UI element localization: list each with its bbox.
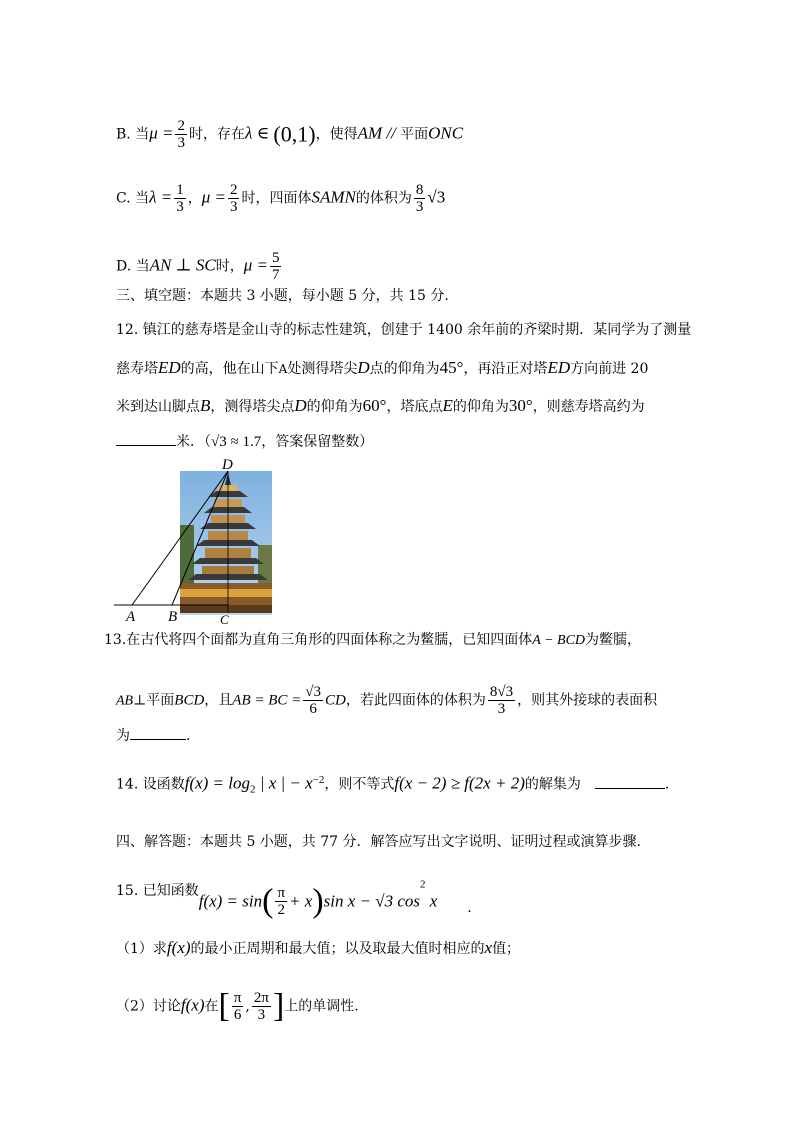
segment-ab: AB [116,693,134,709]
point-b: B [200,396,211,415]
denominator: 2 [277,902,285,918]
q15-line [116,864,472,920]
text: 14. 设函数 [116,776,185,793]
text: ，测得塔尖点 [210,399,295,415]
section-4-heading: 四、解答题：本题共 5 小题，共 77 分．解答应写出文字说明、证明过程或演算步骤. [116,834,641,850]
text: 点的仰角为 [369,361,440,377]
approximation: √3 ≈ 1.7 [211,434,262,450]
perp-symbol: ⊥ [133,692,147,709]
tetrahedron-abcd: A − BCD [532,633,586,648]
q13-line-3: 为 . [116,728,191,744]
sqrt-3: √3 [427,187,446,207]
paren: ( [262,882,274,920]
fraction [174,182,186,215]
text: 上的单调性. [284,998,359,1015]
text: 为鳖臑， [585,632,642,648]
pagoda-figure [110,455,280,625]
fraction [228,182,240,215]
mu-symbol: μ = [149,123,174,143]
bracket: ] [272,987,285,1025]
plane-onc: ONC [428,123,464,143]
point-e: E [442,396,453,415]
fraction [303,684,323,717]
text: 的高，他在山下 [180,361,279,377]
text: （2）讨论 [116,998,181,1015]
text: ，若此四面体的体积为 [345,692,486,709]
angle-30: 30° [508,396,533,415]
lambda-symbol: λ = [149,187,173,207]
inequality: f(x − 2) ≥ f(2x + 2) [394,773,525,793]
mu-symbol: μ = [243,255,268,275]
function-def: sin x − √3 cos [323,891,420,911]
text: ，则其外接球的表面积 [517,692,658,709]
text: ，使得 [315,126,358,143]
numerator: 1 [176,182,184,198]
function-def: x [425,891,438,911]
q13-line-1 [104,630,641,651]
text: 的仰角为 [306,399,363,415]
point-d: D [294,396,307,415]
text: 时， [215,258,244,275]
tetrahedron-samn: SAMN [311,187,356,207]
plane-bcd: BCD [174,692,205,709]
q12-line-3 [116,396,645,417]
numerator: 2π [253,990,269,1006]
text: . [467,900,472,916]
text: 值； [492,941,521,957]
bracket: [ [218,987,230,1025]
section-3-heading: 三、填空题：本题共 3 小题，每小题 5 分，共 15 分. [116,288,449,304]
exponent: 2 [420,878,426,891]
numerator: √3 [305,684,322,700]
denominator: 6 [309,701,317,717]
denominator: 3 [257,1007,266,1023]
text: ，则不等式 [324,776,395,793]
function-def: f(x) = log [184,773,251,793]
denominator: 3 [229,199,238,215]
text: 在 [204,998,219,1015]
text: 方向前进 20 [570,361,649,377]
text: 慈寿塔 [116,361,158,377]
text: ，塔底点 [386,399,443,415]
answer-blank[interactable] [116,445,176,446]
function-f: f(x) [166,938,191,957]
exponent: −2 [312,774,325,786]
option-c [116,182,445,215]
label-b: B [168,609,178,625]
q15-part-2: （2）讨论f(x)在[ $\frac{\pi}{6}$ , $\frac{2\pi}{3}$ ]上的单调性. [116,987,359,1025]
label-d: D [222,457,233,473]
denominator: 7 [271,267,280,283]
variable-x: x [484,938,493,957]
q12-line-4 [116,432,373,452]
point-d: D [357,358,370,377]
text: （1）求 [116,941,167,957]
function-def: + x [289,891,313,911]
text: 平面 [400,126,429,143]
paren: ) [312,882,324,920]
q13-line-2 [116,684,657,717]
text: 的体积为 [355,190,412,207]
label-c: C [220,612,229,625]
q15-part-1 [116,938,520,959]
text: ，则慈寿塔高约为 [532,399,645,415]
angle-60: 60° [362,396,387,415]
option-b-label: B. 当 [116,126,150,143]
fraction [270,250,282,283]
text: 为 [116,728,130,744]
denominator: 6 [233,1007,242,1023]
q12-line-1: 12. 镇江的慈寿塔是金山寺的标志性建筑，创建于 1400 余年前的齐梁时期．某同学为了测量 [116,322,692,338]
text: 的解集为 [524,776,581,793]
numerator: 2 [229,182,238,198]
text: 时，四面体 [241,190,312,207]
label-a: A [126,609,136,625]
text: 13.在古代将四个面都为直角三角形的四面体称之为鳖臑，已知四面体 [104,632,533,648]
text: 时，存在 [188,126,245,143]
numerator: 8√3 [489,684,514,700]
text: 处测得塔尖 [287,361,358,377]
numerator: π [277,885,286,901]
text: 15. 已知函数 [116,883,199,899]
option-d-label: D. 当 [116,258,150,275]
lambda-symbol: λ ∈ [244,123,274,143]
option-d [116,250,283,283]
fraction [175,118,187,151]
fraction [414,182,426,215]
text: ，答案保留整数） [261,434,374,450]
answer-blank[interactable] [130,739,186,740]
segment-cd: CD [325,692,346,709]
mu-symbol: μ = [201,187,226,207]
numerator: π [233,990,242,1006]
text: ，且 [204,692,233,709]
answer-blank[interactable] [595,788,665,789]
denominator: 3 [497,701,506,717]
equation: AB = BC = [232,692,302,709]
point-a: A [278,362,288,376]
fraction [232,990,244,1023]
text: 米．（ [176,434,211,450]
denominator: 3 [415,199,424,215]
segment-am: AM [357,123,383,143]
text: 平面 [146,692,175,709]
perp-condition: AN ⊥ SC [149,255,216,275]
text: 的最小正周期和最大值；以及取最大值时相应的 [190,941,485,957]
interval: (0,1) [273,121,316,147]
numerator: 2 [177,118,185,134]
fraction [488,684,515,717]
q14-line: 14. 设函数$f(x) = \log_2$ | x | − $x^{-2}$，则不等式f(x − 2) ≥ f(2x + 2)的解集为 . [116,773,670,796]
parallel-symbol: // [382,123,401,143]
text: ，再沿正对塔 [463,361,548,377]
log-base: 2 [250,783,256,796]
function-def: f(x) = sin [198,891,263,911]
fraction [275,885,287,918]
segment-ed: ED [158,358,181,377]
segment-ed: ED [547,358,571,377]
numerator: 8 [415,182,424,198]
function-f: f(x) [180,995,205,1015]
denominator: 3 [176,199,184,215]
option-c-label: C. 当 [116,190,150,207]
function-def: | x | − x [255,773,313,793]
text: 米到达山脚点 [116,399,200,415]
text: 的仰角为 [452,399,509,415]
angle-45: 45° [439,358,464,377]
text: ， [187,190,202,207]
q12-line-2 [116,358,648,379]
fraction [252,990,271,1023]
denominator: 3 [177,135,185,151]
numerator: 5 [271,250,280,266]
option-b [116,118,463,151]
